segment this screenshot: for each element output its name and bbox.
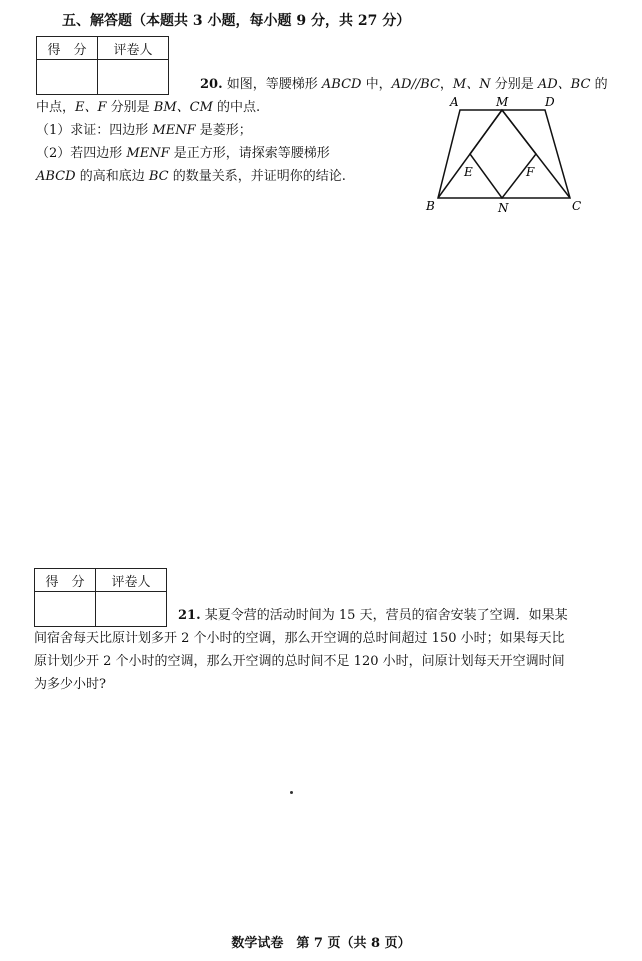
grader-header: 评卷人: [98, 37, 169, 60]
scan-speck: [290, 791, 293, 794]
q21-line2: 间宿舍每天比原计划多开 2 个小时的空调，那么开空调的总时间超过 150 小时；如果每天比: [34, 631, 565, 646]
q21-line4: 为多少小时?: [34, 677, 106, 692]
score-cell[interactable]: [37, 60, 98, 95]
section-title: 五、解答题（本题共 3 小题，每小题 9 分，共 27 分）: [62, 13, 411, 29]
score-table-q21: [34, 568, 167, 627]
q20-line1: 20. 如图，等腰梯形 ABCD 中，AD//BC，M、N 分别是 AD、BC 的: [200, 77, 608, 92]
grader-header: 评卷人: [96, 569, 167, 592]
q20-part1: （1）求证：四边形 MENF 是菱形；: [36, 123, 252, 138]
q21-line3: 原计划少开 2 个小时的空调，那么开空调的总时间不足 120 小时，问原计划每天开空调时间: [34, 654, 565, 669]
label-n: N: [498, 201, 509, 215]
grader-cell[interactable]: [96, 592, 167, 627]
label-d: D: [545, 95, 555, 109]
label-b: B: [426, 199, 435, 213]
q20-part2: （2）若四边形 MENF 是正方形，请探索等腰梯形: [36, 146, 330, 161]
q21-line1: 21. 某夏令营的活动时间为 15 天，营员的宿舍安装了空调．如果某: [178, 608, 568, 623]
grader-cell[interactable]: [98, 60, 169, 95]
trapezoid-abcd: [438, 110, 570, 198]
rhombus-menf: [470, 110, 536, 198]
label-m: M: [496, 95, 509, 109]
q20-part2-cont: ABCD 的高和底边 BC 的数量关系，并证明你的结论.: [36, 169, 346, 184]
q20-number: 20.: [200, 77, 223, 92]
q20-line2: 中点，E、F 分别是 BM、CM 的中点.: [36, 100, 261, 115]
score-cell[interactable]: [35, 592, 96, 627]
score-header: 得 分: [35, 569, 96, 592]
score-header: 得 分: [37, 37, 98, 60]
q21-number: 21.: [178, 608, 201, 623]
label-c: C: [572, 199, 582, 213]
label-a: A: [450, 95, 459, 109]
page-footer: 数学试卷 第 7 页（共 8 页）: [231, 936, 411, 951]
label-f: F: [526, 165, 535, 179]
score-table-q20: [36, 36, 169, 95]
trapezoid-figure: [420, 92, 590, 220]
label-e: E: [464, 165, 473, 179]
